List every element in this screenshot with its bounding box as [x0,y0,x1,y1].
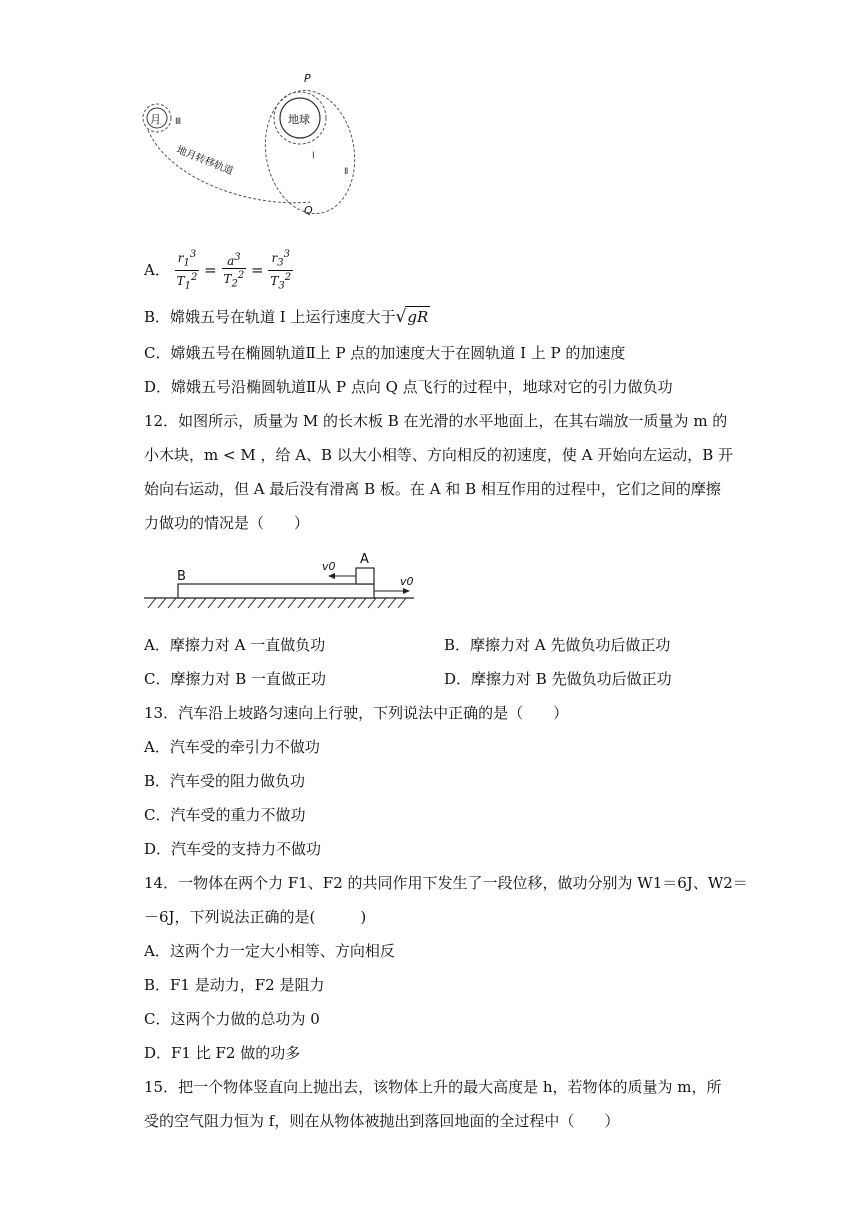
q15-stem-line2: 受的空气阻力恒为 f，则在从物体被抛出到落回地面的全过程中（ ） [144,1112,620,1130]
orbit-ii-label: Ⅱ [344,167,349,177]
q12-stem-line1: 12．如图所示，质量为 M 的长木板 B 在光滑的水平地面上，在其右端放一质量为 m 的 [144,412,728,430]
orbit-ii [256,83,364,220]
q11-option-a [144,248,293,294]
q12-stem-line4: 力做功的情况是（ ） [144,514,310,532]
q14-option-d: D．F1 比 F2 做的功多 [144,1044,301,1062]
q13-option-b: B．汽车受的阻力做负功 [144,772,306,790]
board-block-diagram [144,548,424,612]
q15-stem-line1: 15．把一个物体竖直向上抛出去，该物体上升的最大高度是 h，若物体的质量为 m，所 [144,1078,722,1096]
block-a-label: A [360,552,369,567]
orbit-i-label: Ⅰ [312,151,315,161]
sqrt-gr: gR [407,308,429,326]
q13-option-d: D．汽车受的支持力不做功 [144,840,322,858]
ground-hatch [148,598,406,608]
q14-stem-line1: 14．一物体在两个力 F1、F2 的共同作用下发生了一段位移，做功分别为 W1＝6J、W2＝ [144,874,748,892]
v0-b-label: v0 [400,575,414,588]
moon-label: 月 [150,113,161,126]
q12-option-d: D．摩擦力对 B 先做负功后做正功 [444,670,672,688]
board-b-label: B [177,569,186,584]
q11-option-b: B．嫦娥五号在轨道 I 上运行速度大于√gR [144,307,429,327]
q13-stem: 13．汽车沿上坡路匀速向上行驶，下列说法中正确的是（ ） [144,704,569,722]
q12-option-b: B．摩擦力对 A 先做负功后做正功 [444,636,671,654]
earth-label: 地球 [288,113,310,126]
orbit-diagram [138,68,368,220]
q14-option-b: B．F1 是动力，F2 是阻力 [144,976,325,994]
q12-option-c: C．摩擦力对 B 一直做正功 [144,670,327,688]
q11-option-d: D．嫦娥五号沿椭圆轨道Ⅱ从 P 点向 Q 点飞行的过程中，地球对它的引力做负功 [144,378,673,396]
q12-option-a: A．摩擦力对 A 一直做负功 [144,636,326,654]
transfer-label: 地月转移轨道 [174,144,235,178]
q12-stem-line3: 始向右运动，但 A 最后没有滑离 B 板。在 A 和 B 相互作用的过程中，它们之间的摩擦 [144,480,721,498]
v0-a-label: v0 [322,560,336,573]
point-p-label: P [304,72,311,85]
q13-option-c: C．汽车受的重力不做功 [144,806,306,824]
q14-stem-line2: －6J，下列说法正确的是( ) [144,908,367,926]
kepler-formula: $\frac{r_1^3}{T_1^2}$ = $\frac{a^3}{T_2^2}$ = $\frac{r_3^3}{T_3^2}$ [176,249,292,292]
q12-stem-line2: 小木块，m < M ，给 A、B 以大小相等、方向相反的初速度，使 A 开始向左运动，B 开 [144,446,734,464]
point-q-label: Q [304,204,313,217]
board-b [178,584,374,598]
q14-option-a: A．这两个力一定大小相等、方向相反 [144,942,395,960]
q13-option-a: A．汽车受的牵引力不做功 [144,738,320,756]
orbit-iii-label: Ⅲ [175,117,182,127]
q11-b-text: B．嫦娥五号在轨道 I 上运行速度大于 [144,308,396,326]
q11-a-prefix: A． [144,260,170,279]
q14-option-c: C．这两个力做的总功为 0 [144,1010,320,1028]
block-a [356,568,374,584]
q11-option-c: C．嫦娥五号在椭圆轨道Ⅱ上 P 点的加速度大于在圆轨道 I 上 P 的加速度 [144,344,626,362]
